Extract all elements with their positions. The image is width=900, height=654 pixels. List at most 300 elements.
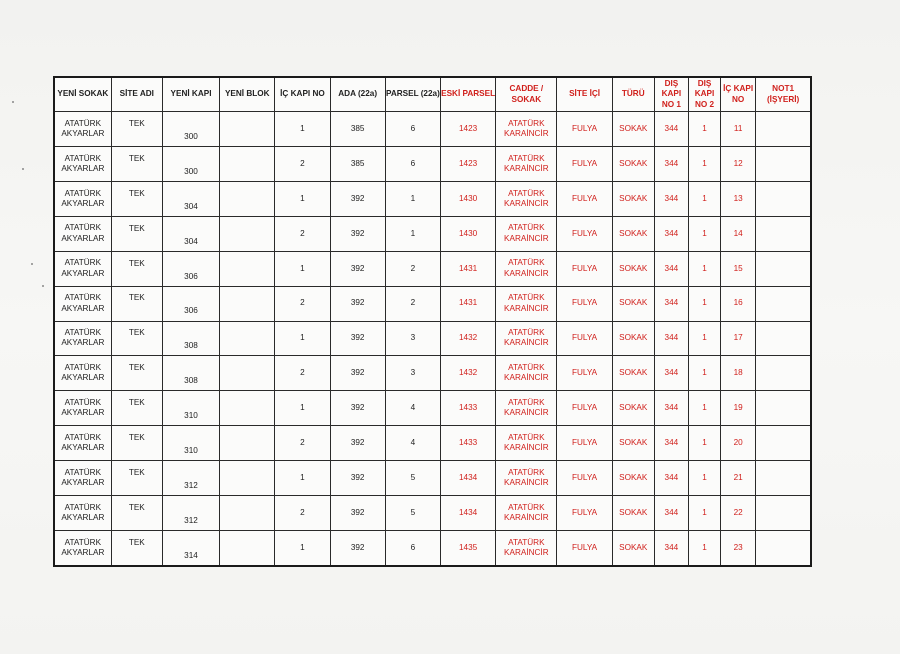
column-header: DIŞ KAPI NO 1 [654,77,688,112]
cell-site-adi [111,286,162,321]
cell-parsel [385,461,440,496]
address-table [53,76,812,567]
cell-site-ici [557,391,612,426]
cell-eski-parsel-text: 1434 [459,507,478,517]
cell-eski-parsel-text: 1430 [459,228,478,238]
cell-eski-parsel [441,181,496,216]
cell-site-adi-text: TEK [128,258,145,268]
cell-ic-kapi-no-2 [721,356,756,391]
cell-yeni-blok [220,216,275,251]
cell-cadde-sokak-text: ATATÜRK KARAİNCİR [504,328,549,348]
cell-yeni-kapi-text: 310 [184,411,198,421]
cell-ic-kapi-no [275,531,330,566]
cell-turu [612,251,654,286]
cell-site-ici-text: FULYA [571,123,598,133]
cell-yeni-kapi-text: 312 [184,515,198,525]
cell-yeni-sokak-text: ATATÜRK AKYARLAR [61,537,105,558]
cell-ada [330,531,385,566]
cell-dis-kapi-2 [688,356,720,391]
column-header: PARSEL (22a) [385,77,440,112]
cell-turu [612,391,654,426]
cell-turu-text: SOKAK [619,228,648,238]
cell-dis-kapi-2 [688,251,720,286]
cell-dis-kapi-2-text: 1 [702,263,707,273]
cell-turu-text: SOKAK [619,158,648,168]
cell-ic-kapi-no [275,356,330,391]
cell-yeni-sokak-text: ATATÜRK AKYARLAR [61,118,105,138]
cell-ic-kapi-no [275,216,330,251]
table-row [54,146,811,181]
cell-yeni-sokak-text: ATATÜRK AKYARLAR [61,433,105,453]
cell-dis-kapi-1-text: 344 [664,438,679,448]
cell-dis-kapi-1 [654,216,688,251]
cell-dis-kapi-1 [654,391,688,426]
cell-yeni-kapi-text: 306 [184,271,198,281]
cell-yeni-sokak [54,531,111,566]
cell-eski-parsel [441,112,496,147]
cell-turu [612,461,654,496]
cell-dis-kapi-1-text: 344 [664,263,679,273]
column-header: YENİ BLOK [220,77,275,112]
cell-site-adi [111,216,162,251]
column-header: TÜRÜ [612,77,654,112]
cell-eski-parsel [441,496,496,531]
cell-cadde-sokak [496,531,557,566]
cell-site-ici-text: FULYA [571,158,598,168]
cell-cadde-sokak [496,391,557,426]
scan-speck [12,101,14,103]
cell-yeni-sokak [54,181,111,216]
cell-ic-kapi-no-2 [721,531,756,566]
cell-parsel [385,391,440,426]
cell-parsel [385,426,440,461]
cell-cadde-sokak [496,426,557,461]
cell-dis-kapi-1-text: 344 [664,542,679,552]
cell-parsel [385,146,440,181]
cell-parsel-text: 2 [410,263,416,273]
column-header: DIŞ KAPI NO 2 [688,77,720,112]
cell-ic-kapi-no-2-text: 15 [733,263,743,273]
cell-not1 [756,216,811,251]
cell-parsel [385,181,440,216]
cell-eski-parsel-text: 1432 [459,368,478,378]
table-body [54,112,811,567]
cell-ic-kapi-no-2-text: 22 [733,507,743,517]
cell-site-ici-text: FULYA [571,193,598,203]
cell-yeni-kapi [162,146,219,181]
cell-ic-kapi-no [275,426,330,461]
cell-ic-kapi-no-2 [721,216,756,251]
cell-ada [330,251,385,286]
cell-yeni-blok [220,531,275,566]
cell-site-adi-text: TEK [128,537,145,547]
cell-yeni-blok [220,356,275,391]
cell-site-adi-text: TEK [128,433,145,443]
cell-eski-parsel-text: 1432 [459,333,478,343]
column-header: İÇ KAPI NO [275,77,330,112]
cell-yeni-kapi-text: 312 [184,481,198,491]
cell-dis-kapi-1 [654,112,688,147]
cell-yeni-kapi-text: 308 [184,341,198,351]
cell-dis-kapi-2 [688,112,720,147]
cell-cadde-sokak-text: ATATÜRK KARAİNCİR [504,502,549,523]
cell-dis-kapi-1 [654,356,688,391]
cell-dis-kapi-1 [654,146,688,181]
cell-eski-parsel [441,461,496,496]
table-row [54,181,811,216]
cell-ic-kapi-no-text: 2 [300,368,305,378]
scan-speck [42,285,44,287]
cell-eski-parsel [441,321,496,356]
column-header: SİTE ADI [111,77,162,112]
cell-site-ici [557,112,612,147]
cell-dis-kapi-1-text: 344 [664,507,679,517]
cell-eski-parsel-text: 1423 [459,158,478,168]
cell-ic-kapi-no-2-text: 18 [733,368,743,378]
cell-ic-kapi-no-text: 1 [300,473,305,483]
cell-parsel [385,531,440,566]
cell-turu-text: SOKAK [619,507,648,517]
cell-cadde-sokak-text: ATATÜRK KARAİNCİR [504,398,549,418]
cell-site-ici-text: FULYA [571,438,598,448]
cell-dis-kapi-2-text: 1 [702,438,707,448]
cell-yeni-kapi-text: 308 [184,376,198,386]
cell-dis-kapi-2-text: 1 [702,507,707,517]
cell-cadde-sokak [496,496,557,531]
cell-ic-kapi-no-2 [721,496,756,531]
cell-yeni-sokak-text: ATATÜRK AKYARLAR [61,398,105,418]
cell-turu [612,286,654,321]
cell-site-ici-text: FULYA [571,507,598,517]
cell-ic-kapi-no-text: 1 [300,123,305,133]
cell-yeni-kapi [162,112,219,147]
cell-eski-parsel [441,531,496,566]
cell-yeni-blok [220,181,275,216]
cell-dis-kapi-2-text: 1 [702,403,707,413]
table-row [54,461,811,496]
cell-dis-kapi-1 [654,181,688,216]
cell-site-ici-text: FULYA [571,263,598,273]
cell-site-adi [111,391,162,426]
cell-ic-kapi-no [275,321,330,356]
cell-ic-kapi-no [275,461,330,496]
cell-cadde-sokak-text: ATATÜRK KARAİNCİR [504,223,549,243]
cell-yeni-blok [220,461,275,496]
cell-parsel-text: 6 [410,123,416,133]
table-row [54,321,811,356]
cell-dis-kapi-2 [688,426,720,461]
cell-parsel-text: 1 [410,228,416,238]
cell-site-ici [557,251,612,286]
cell-cadde-sokak [496,112,557,147]
cell-eski-parsel-text: 1434 [459,473,478,483]
cell-site-adi [111,426,162,461]
cell-dis-kapi-2-text: 1 [702,193,707,203]
cell-site-adi-text: TEK [128,188,145,198]
cell-not1 [756,356,811,391]
cell-dis-kapi-2 [688,286,720,321]
cell-dis-kapi-2-text: 1 [702,228,707,238]
cell-yeni-blok [220,426,275,461]
cell-yeni-blok [220,286,275,321]
cell-cadde-sokak-text: ATATÜRK KARAİNCİR [504,293,549,313]
cell-parsel [385,321,440,356]
cell-site-ici-text: FULYA [571,542,598,552]
cell-yeni-sokak [54,286,111,321]
cell-site-adi-text: TEK [128,223,145,233]
cell-cadde-sokak-text: ATATÜRK KARAİNCİR [504,188,549,208]
cell-turu-text: SOKAK [619,193,648,203]
cell-ic-kapi-no-2 [721,146,756,181]
cell-site-ici [557,426,612,461]
column-header: NOT1 (İŞYERİ) [756,77,811,112]
cell-yeni-sokak [54,356,111,391]
cell-parsel-text: 6 [410,542,416,552]
cell-site-ici [557,531,612,566]
cell-site-adi [111,251,162,286]
cell-dis-kapi-2-text: 1 [702,298,707,308]
cell-cadde-sokak [496,321,557,356]
cell-yeni-sokak [54,146,111,181]
table-row [54,426,811,461]
cell-yeni-sokak-text: ATATÜRK AKYARLAR [61,328,105,348]
table-row [54,531,811,566]
cell-turu-text: SOKAK [619,368,648,378]
cell-parsel [385,216,440,251]
cell-ic-kapi-no-text: 2 [300,228,305,238]
cell-ada-text: 392 [350,368,365,378]
cell-ic-kapi-no [275,286,330,321]
cell-dis-kapi-2 [688,181,720,216]
cell-ic-kapi-no-2-text: 16 [733,298,743,308]
cell-eski-parsel-text: 1431 [459,263,478,273]
cell-parsel-text: 3 [410,368,416,378]
table-row [54,286,811,321]
cell-ic-kapi-no [275,391,330,426]
cell-eski-parsel-text: 1433 [459,438,478,448]
cell-turu [612,356,654,391]
cell-yeni-kapi [162,496,219,531]
cell-site-ici [557,146,612,181]
cell-cadde-sokak [496,216,557,251]
cell-site-ici [557,286,612,321]
cell-yeni-sokak [54,496,111,531]
cell-yeni-kapi-text: 300 [184,131,198,141]
cell-yeni-sokak [54,321,111,356]
table-row [54,251,811,286]
cell-dis-kapi-2-text: 1 [702,123,707,133]
cell-dis-kapi-2 [688,391,720,426]
cell-dis-kapi-1-text: 344 [664,473,679,483]
cell-dis-kapi-2-text: 1 [702,158,707,168]
cell-yeni-kapi [162,321,219,356]
cell-site-ici [557,356,612,391]
cell-yeni-sokak-text: ATATÜRK AKYARLAR [61,502,105,523]
scan-speck [31,263,33,265]
cell-dis-kapi-1 [654,461,688,496]
cell-eski-parsel-text: 1435 [459,542,478,552]
cell-cadde-sokak [496,356,557,391]
cell-cadde-sokak [496,286,557,321]
cell-eski-parsel-text: 1431 [459,298,478,308]
cell-dis-kapi-1 [654,286,688,321]
cell-parsel-text: 4 [410,438,416,448]
cell-site-ici [557,216,612,251]
cell-eski-parsel [441,356,496,391]
cell-yeni-sokak [54,251,111,286]
cell-cadde-sokak-text: ATATÜRK KARAİNCİR [504,537,549,558]
cell-yeni-kapi [162,251,219,286]
cell-yeni-blok [220,391,275,426]
cell-yeni-sokak [54,391,111,426]
cell-cadde-sokak-text: ATATÜRK KARAİNCİR [504,118,549,138]
cell-ic-kapi-no [275,112,330,147]
cell-dis-kapi-1 [654,251,688,286]
cell-yeni-sokak-text: ATATÜRK AKYARLAR [61,363,105,383]
cell-yeni-blok [220,496,275,531]
cell-parsel [385,251,440,286]
cell-yeni-blok [220,321,275,356]
cell-ada [330,496,385,531]
cell-dis-kapi-2-text: 1 [702,542,707,552]
cell-ada [330,321,385,356]
cell-ic-kapi-no-text: 2 [300,158,305,168]
cell-not1 [756,251,811,286]
cell-site-ici [557,461,612,496]
cell-site-adi-text: TEK [128,153,145,163]
cell-ic-kapi-no [275,496,330,531]
cell-turu-text: SOKAK [619,298,648,308]
cell-site-adi-text: TEK [128,398,145,408]
cell-ic-kapi-no-2-text: 11 [733,123,743,133]
cell-yeni-blok [220,112,275,147]
cell-dis-kapi-1 [654,426,688,461]
cell-dis-kapi-2 [688,496,720,531]
column-header: ESKİ PARSEL [441,77,496,112]
cell-yeni-kapi-text: 310 [184,446,198,456]
cell-ada-text: 392 [350,298,365,308]
cell-ada [330,216,385,251]
cell-yeni-kapi-text: 304 [184,201,198,211]
cell-parsel-text: 2 [410,298,416,308]
cell-yeni-blok [220,146,275,181]
cell-yeni-sokak [54,112,111,147]
cell-ada [330,461,385,496]
column-header: YENİ KAPI [162,77,219,112]
cell-eski-parsel-text: 1433 [459,403,478,413]
cell-dis-kapi-1-text: 344 [664,158,679,168]
table-row [54,496,811,531]
cell-parsel-text: 5 [410,507,416,517]
cell-ada [330,181,385,216]
cell-yeni-kapi [162,286,219,321]
cell-yeni-sokak-text: ATATÜRK AKYARLAR [61,223,105,243]
cell-ic-kapi-no-2 [721,426,756,461]
cell-site-adi-text: TEK [128,468,145,478]
cell-yeni-sokak-text: ATATÜRK AKYARLAR [61,293,105,313]
cell-not1 [756,531,811,566]
cell-ada-text: 392 [350,193,365,203]
cell-ada [330,426,385,461]
cell-parsel-text: 6 [410,158,416,168]
cell-turu-text: SOKAK [619,542,648,552]
cell-yeni-kapi-text: 314 [184,550,198,560]
cell-ic-kapi-no-2 [721,321,756,356]
cell-parsel-text: 1 [410,193,416,203]
cell-ic-kapi-no-text: 1 [300,542,305,552]
cell-ic-kapi-no [275,146,330,181]
cell-dis-kapi-1 [654,531,688,566]
cell-cadde-sokak-text: ATATÜRK KARAİNCİR [504,363,549,383]
cell-ic-kapi-no [275,181,330,216]
cell-not1 [756,146,811,181]
cell-eski-parsel-text: 1423 [459,123,478,133]
cell-turu-text: SOKAK [619,263,648,273]
cell-not1 [756,391,811,426]
cell-dis-kapi-2-text: 1 [702,473,707,483]
cell-site-ici [557,496,612,531]
cell-turu [612,321,654,356]
cell-turu [612,531,654,566]
cell-yeni-kapi-text: 306 [184,306,198,316]
cell-not1 [756,286,811,321]
cell-site-adi [111,461,162,496]
cell-site-adi-text: TEK [128,328,145,338]
cell-yeni-sokak-text: ATATÜRK AKYARLAR [61,188,105,208]
cell-eski-parsel [441,426,496,461]
cell-turu-text: SOKAK [619,123,648,133]
cell-not1 [756,461,811,496]
cell-parsel-text: 4 [410,403,416,413]
cell-cadde-sokak [496,146,557,181]
cell-yeni-sokak-text: ATATÜRK AKYARLAR [61,258,105,278]
cell-yeni-sokak-text: ATATÜRK AKYARLAR [61,153,105,173]
table-row [54,216,811,251]
cell-dis-kapi-1 [654,496,688,531]
cell-yeni-sokak [54,461,111,496]
cell-ada-text: 385 [350,158,365,168]
cell-cadde-sokak-text: ATATÜRK KARAİNCİR [504,467,549,488]
cell-ic-kapi-no-2-text: 17 [733,333,743,343]
cell-not1 [756,181,811,216]
cell-not1 [756,321,811,356]
cell-turu [612,181,654,216]
cell-ic-kapi-no-2 [721,286,756,321]
cell-yeni-kapi [162,531,219,566]
cell-eski-parsel-text: 1430 [459,193,478,203]
cell-ada-text: 392 [350,507,365,517]
cell-site-adi [111,531,162,566]
cell-ic-kapi-no-2 [721,461,756,496]
cell-turu [612,216,654,251]
cell-ic-kapi-no-2 [721,181,756,216]
cell-ada [330,112,385,147]
cell-dis-kapi-2 [688,321,720,356]
cell-cadde-sokak-text: ATATÜRK KARAİNCİR [504,433,549,453]
cell-cadde-sokak-text: ATATÜRK KARAİNCİR [504,258,549,278]
cell-dis-kapi-1-text: 344 [664,333,679,343]
cell-cadde-sokak-text: ATATÜRK KARAİNCİR [504,153,549,173]
cell-parsel-text: 5 [410,473,416,483]
column-header: SİTE İÇİ [557,77,612,112]
header-row [54,77,811,112]
cell-cadde-sokak [496,461,557,496]
cell-yeni-kapi [162,391,219,426]
cell-ic-kapi-no-2-text: 19 [733,403,743,413]
column-header: ADA (22a) [330,77,385,112]
cell-site-adi-text: TEK [128,502,145,512]
cell-site-adi-text: TEK [128,118,145,128]
